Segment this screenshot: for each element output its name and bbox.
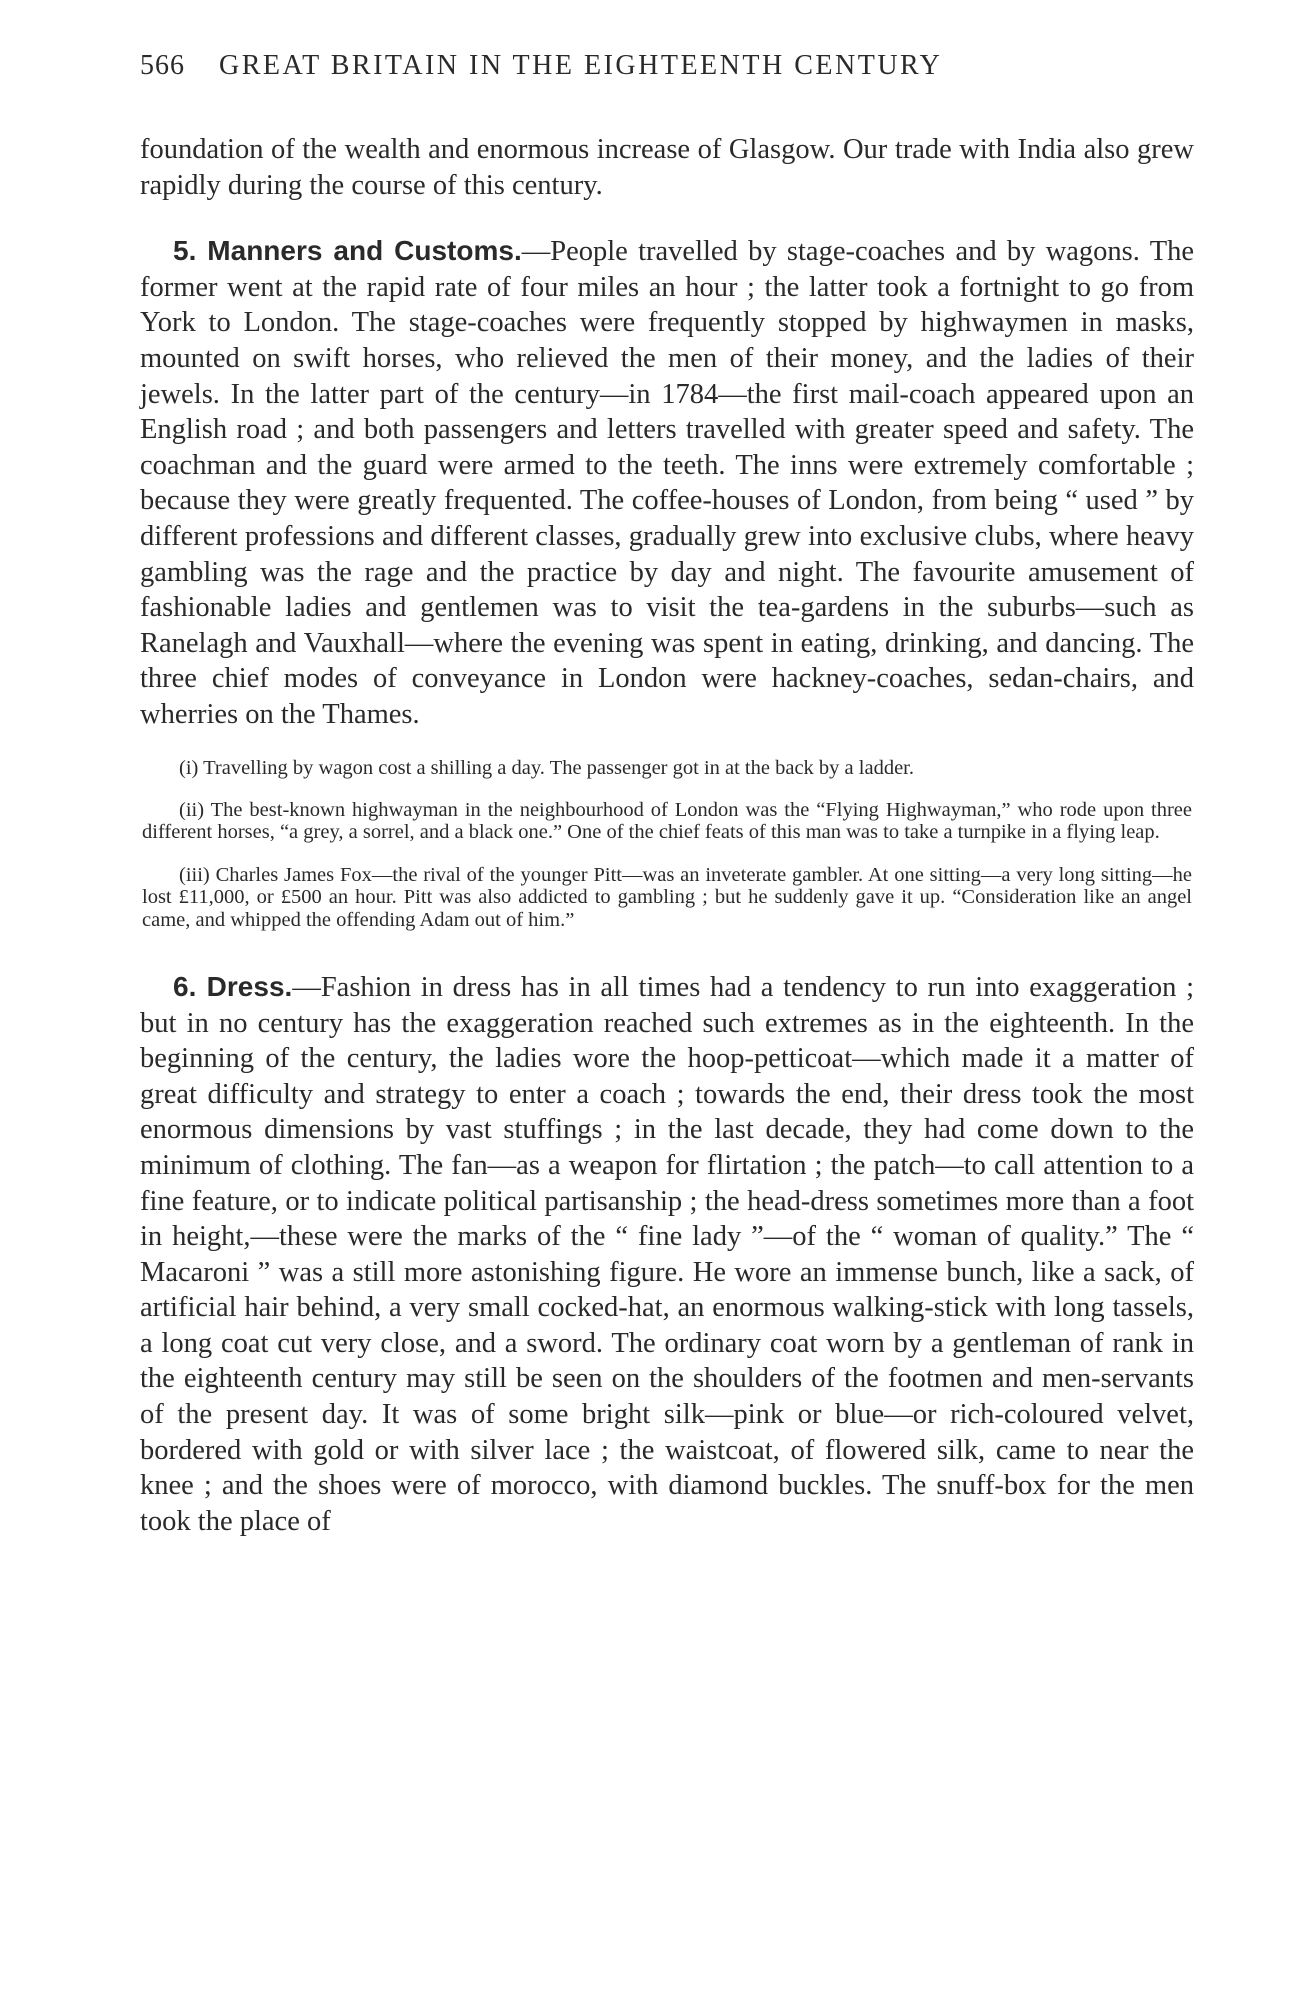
section-body-manners: —People travelled by stage-coaches and by wagons. The former went at the rapid rate of four miles an hour ; the latter took a fortnight to go from York to London. The stage-coaches were frequently stopped by highwaymen in masks, mounted on swift horses, who relieved the men of their money, and the ladies of their jewels. In the latter part of the century—in 1784—the first mail-coach appeared upon an English road ; and both passengers and letters travelled with greater speed and safety. The coachman and the guard were armed to the teeth. The inns were extremely comfortable ; because they were greatly frequented. The coffee-houses of London, from being “ used ” by different professions and different classes, gradually grew into exclusive clubs, where heavy gambling was the rage and the practice by day and night. The favourite amusement of fashionable ladies and gentlemen was to visit the tea-gardens in the suburbs—such as Ranelagh and Vauxhall—where the evening was spent in eating, drinking, and dancing. The three chief modes of conveyance in London were hackney-coaches, sedan-chairs, and wherries on the Thames.: [140, 236, 1194, 730]
note-i: (i) Travelling by wagon cost a shilling a day. The passenger got in at the back by a ladder.: [179, 756, 914, 779]
intro-paragraph: foundation of the wealth and enormous increase of Glasgow. Our trade with India also grew rapidly during the course of this century.: [140, 134, 1194, 201]
note-ii: (ii) The best-known highwayman in the neighbourhood of London was the “Flying Highwayman,” who rode upon three different horses, “a grey, a sorrel, and a black one.” One of the chief feats of this man was to take a turnpike in a flying leap.: [142, 798, 1192, 844]
section-manners-and-customs: [140, 233, 1194, 732]
page-number: 566: [140, 50, 185, 81]
running-head: [140, 50, 1194, 90]
footnotes: [140, 757, 1194, 931]
section-heading-manners: 5. Manners and Customs.: [173, 235, 522, 267]
section-dress: [140, 969, 1194, 1540]
book-page: [140, 50, 1194, 1539]
note-iii: (iii) Charles James Fox—the rival of the younger Pitt—was an inveterate gambler. At one sitting—a very long sitting—he lost £11,000, or £500 an hour. Pitt was also addicted to gambling ; but he suddenly gave it up. “Consideration like an angel came, and whipped the offending Adam out of him.”: [142, 863, 1192, 931]
section-body-dress: —Fashion in dress has in all times had a tendency to run into exaggeration ; but in no century has the exaggeration reached such extremes as in the eighteenth. In the beginning of the century, the ladies wore the hoop-petticoat—which made it a matter of great difficulty and strategy to enter a coach ; towards the end, their dress took the most enormous dimensions by vast stuffings ; in the last decade, they had come down to the minimum of clothing. The fan—as a weapon for flirtation ; the patch—to call attention to a fine feature, or to indicate political partisanship ; the head-dress sometimes more than a foot in height,—these were the marks of the “ fine lady ”—of the “ woman of quality.” The “ Macaroni ” was a still more astonishing figure. He wore an immense bunch, like a sack, of artificial hair behind, a very small cocked-hat, an enormous walking-stick with long tassels, a long coat cut very close, and a sword. The ordinary coat worn by a gentleman of rank in the eighteenth century may still be seen on the shoulders of the footmen and men-servants of the present day. It was of some bright silk—pink or blue—or rich-coloured velvet, bordered with gold or with silver lace ; the waistcoat, of flowered silk, came to near the knee ; and the shoes were of morocco, with diamond buckles. The snuff-box for the men took the place of: [140, 971, 1194, 1537]
running-title: GREAT BRITAIN IN THE EIGHTEENTH CENTURY: [219, 50, 943, 81]
section-heading-dress: 6. Dress.: [173, 970, 293, 1002]
